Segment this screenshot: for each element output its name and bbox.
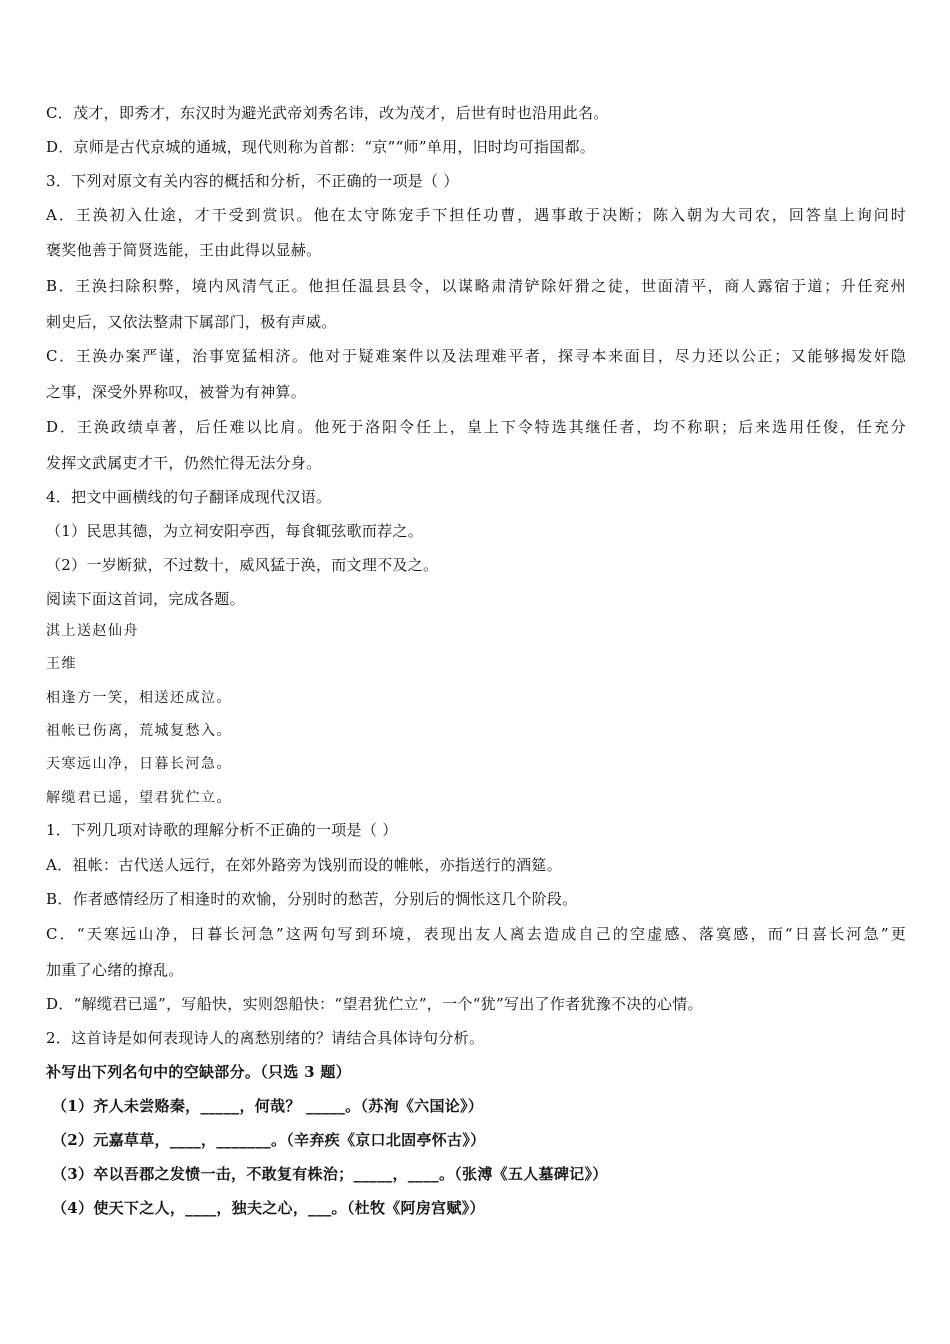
option-line-cont: 发挥文武属吏才干，仍然忙得无法分身。 — [46, 454, 322, 472]
poem-line: 祖帐已伤离，荒城复愁入。 — [46, 723, 232, 739]
option-line-cont: 加重了心绪的撩乱。 — [46, 961, 184, 979]
question-line: 1．下列几项对诗歌的理解分析不正确的一项是（ ） — [46, 821, 398, 839]
question-line: 4．把文中画横线的句子翻译成现代汉语。 — [46, 488, 332, 506]
option-line: B．作者感情经历了相逢时的欢愉，分别时的愁苦，分别后的惆怅这几个阶段。 — [46, 890, 578, 908]
option-line: D．“解缆君已遥”，写船快，实则怨船快：“望君犹伫立”，一个“犹”写出了作者犹豫不决的心情。 — [46, 995, 703, 1013]
question-line: 2．这首诗是如何表现诗人的离愁别绪的？请结合具体诗句分析。 — [46, 1029, 485, 1047]
option-line: C．王涣办案严谨，治事宽猛相济。他对于疑难案件以及法理难平者，探寻本来面目，尽力还以公正；又能够揭发奸隐 — [46, 347, 906, 365]
fill-in-item: （3）卒以吾郡之发愤一击，不敢复有株治；_____，____。（张溥《五人墓碑记》） — [52, 1165, 608, 1183]
option-line: C．茂才，即秀才，东汉时为避光武帝刘秀名讳，改为茂才，后世有时也沿用此名。 — [46, 104, 609, 122]
option-line: D．京师是古代京城的通城，现代则称为首都：“京”“师”单用，旧时均可指国都。 — [46, 138, 596, 156]
option-line-cont: 之事，深受外界称叹，被誉为有神算。 — [46, 383, 307, 401]
poem-line: 相逢方一笑，相送还成泣。 — [46, 690, 232, 706]
poem-title: 淇上送赵仙舟 — [46, 623, 139, 639]
option-line: B．王涣扫除积弊，境内风清气正。他担任温县县令，以谋略肃清铲除奸猾之徒，世面清平，商人露宿于道；升任兖州 — [46, 277, 906, 295]
poem-author: 王维 — [46, 656, 77, 672]
option-line: A．王涣初入仕途，才干受到赏识。他在太守陈宠手下担任功曹，遇事敢于决断；陈入朝为大司农，回答皇上询问时 — [46, 206, 906, 224]
sub-question-line: （1）民思其德，为立祠安阳亭西，每食辄弦歌而荐之。 — [46, 522, 424, 540]
option-line: A．祖帐：古代送人远行，在郊外路旁为饯别而设的帷帐，亦指送行的酒筵。 — [46, 856, 563, 874]
question-line: 3．下列对原文有关内容的概括和分析，不正确的一项是（ ） — [46, 172, 459, 190]
option-line: C．“天寒远山净，日暮长河急”这两句写到环境，表现出友人离去造成自己的空虚感、落寞感，而“日喜长河急”更 — [46, 925, 906, 943]
fill-in-item: （2）元嘉草草，____，_______。（辛弃疾《京口北固亭怀古》） — [52, 1131, 486, 1149]
option-line-cont: 刺史后，又依法整肃下属部门，极有声威。 — [46, 313, 337, 331]
fill-in-item: （4）使天下之人，____，独夫之心，___。（杜牧《阿房宫赋》） — [52, 1199, 485, 1217]
poem-line: 天寒远山净，日暮长河急。 — [46, 756, 232, 772]
sub-question-line: （2）一岁断狱，不过数十，威风猛于涣，而文理不及之。 — [46, 556, 439, 574]
poem-line: 解缆君已遥，望君犹伫立。 — [46, 790, 232, 806]
option-line: D．王涣政绩卓著，后任难以比肩。他死于洛阳令任上，皇上下令特选其继任者，均不称职；后来选用任俊，任充分 — [46, 418, 906, 436]
instruction-line: 阅读下面这首词，完成各题。 — [46, 590, 245, 608]
fill-in-item: （1）齐人未尝赂秦，_____，何哉？ _____。（苏洵《六国论》） — [52, 1097, 484, 1115]
option-line-cont: 褒奖他善于简贤选能，王由此得以显赫。 — [46, 241, 322, 259]
fill-in-heading: 补写出下列名句中的空缺部分。（只选 3 题） — [46, 1063, 351, 1081]
